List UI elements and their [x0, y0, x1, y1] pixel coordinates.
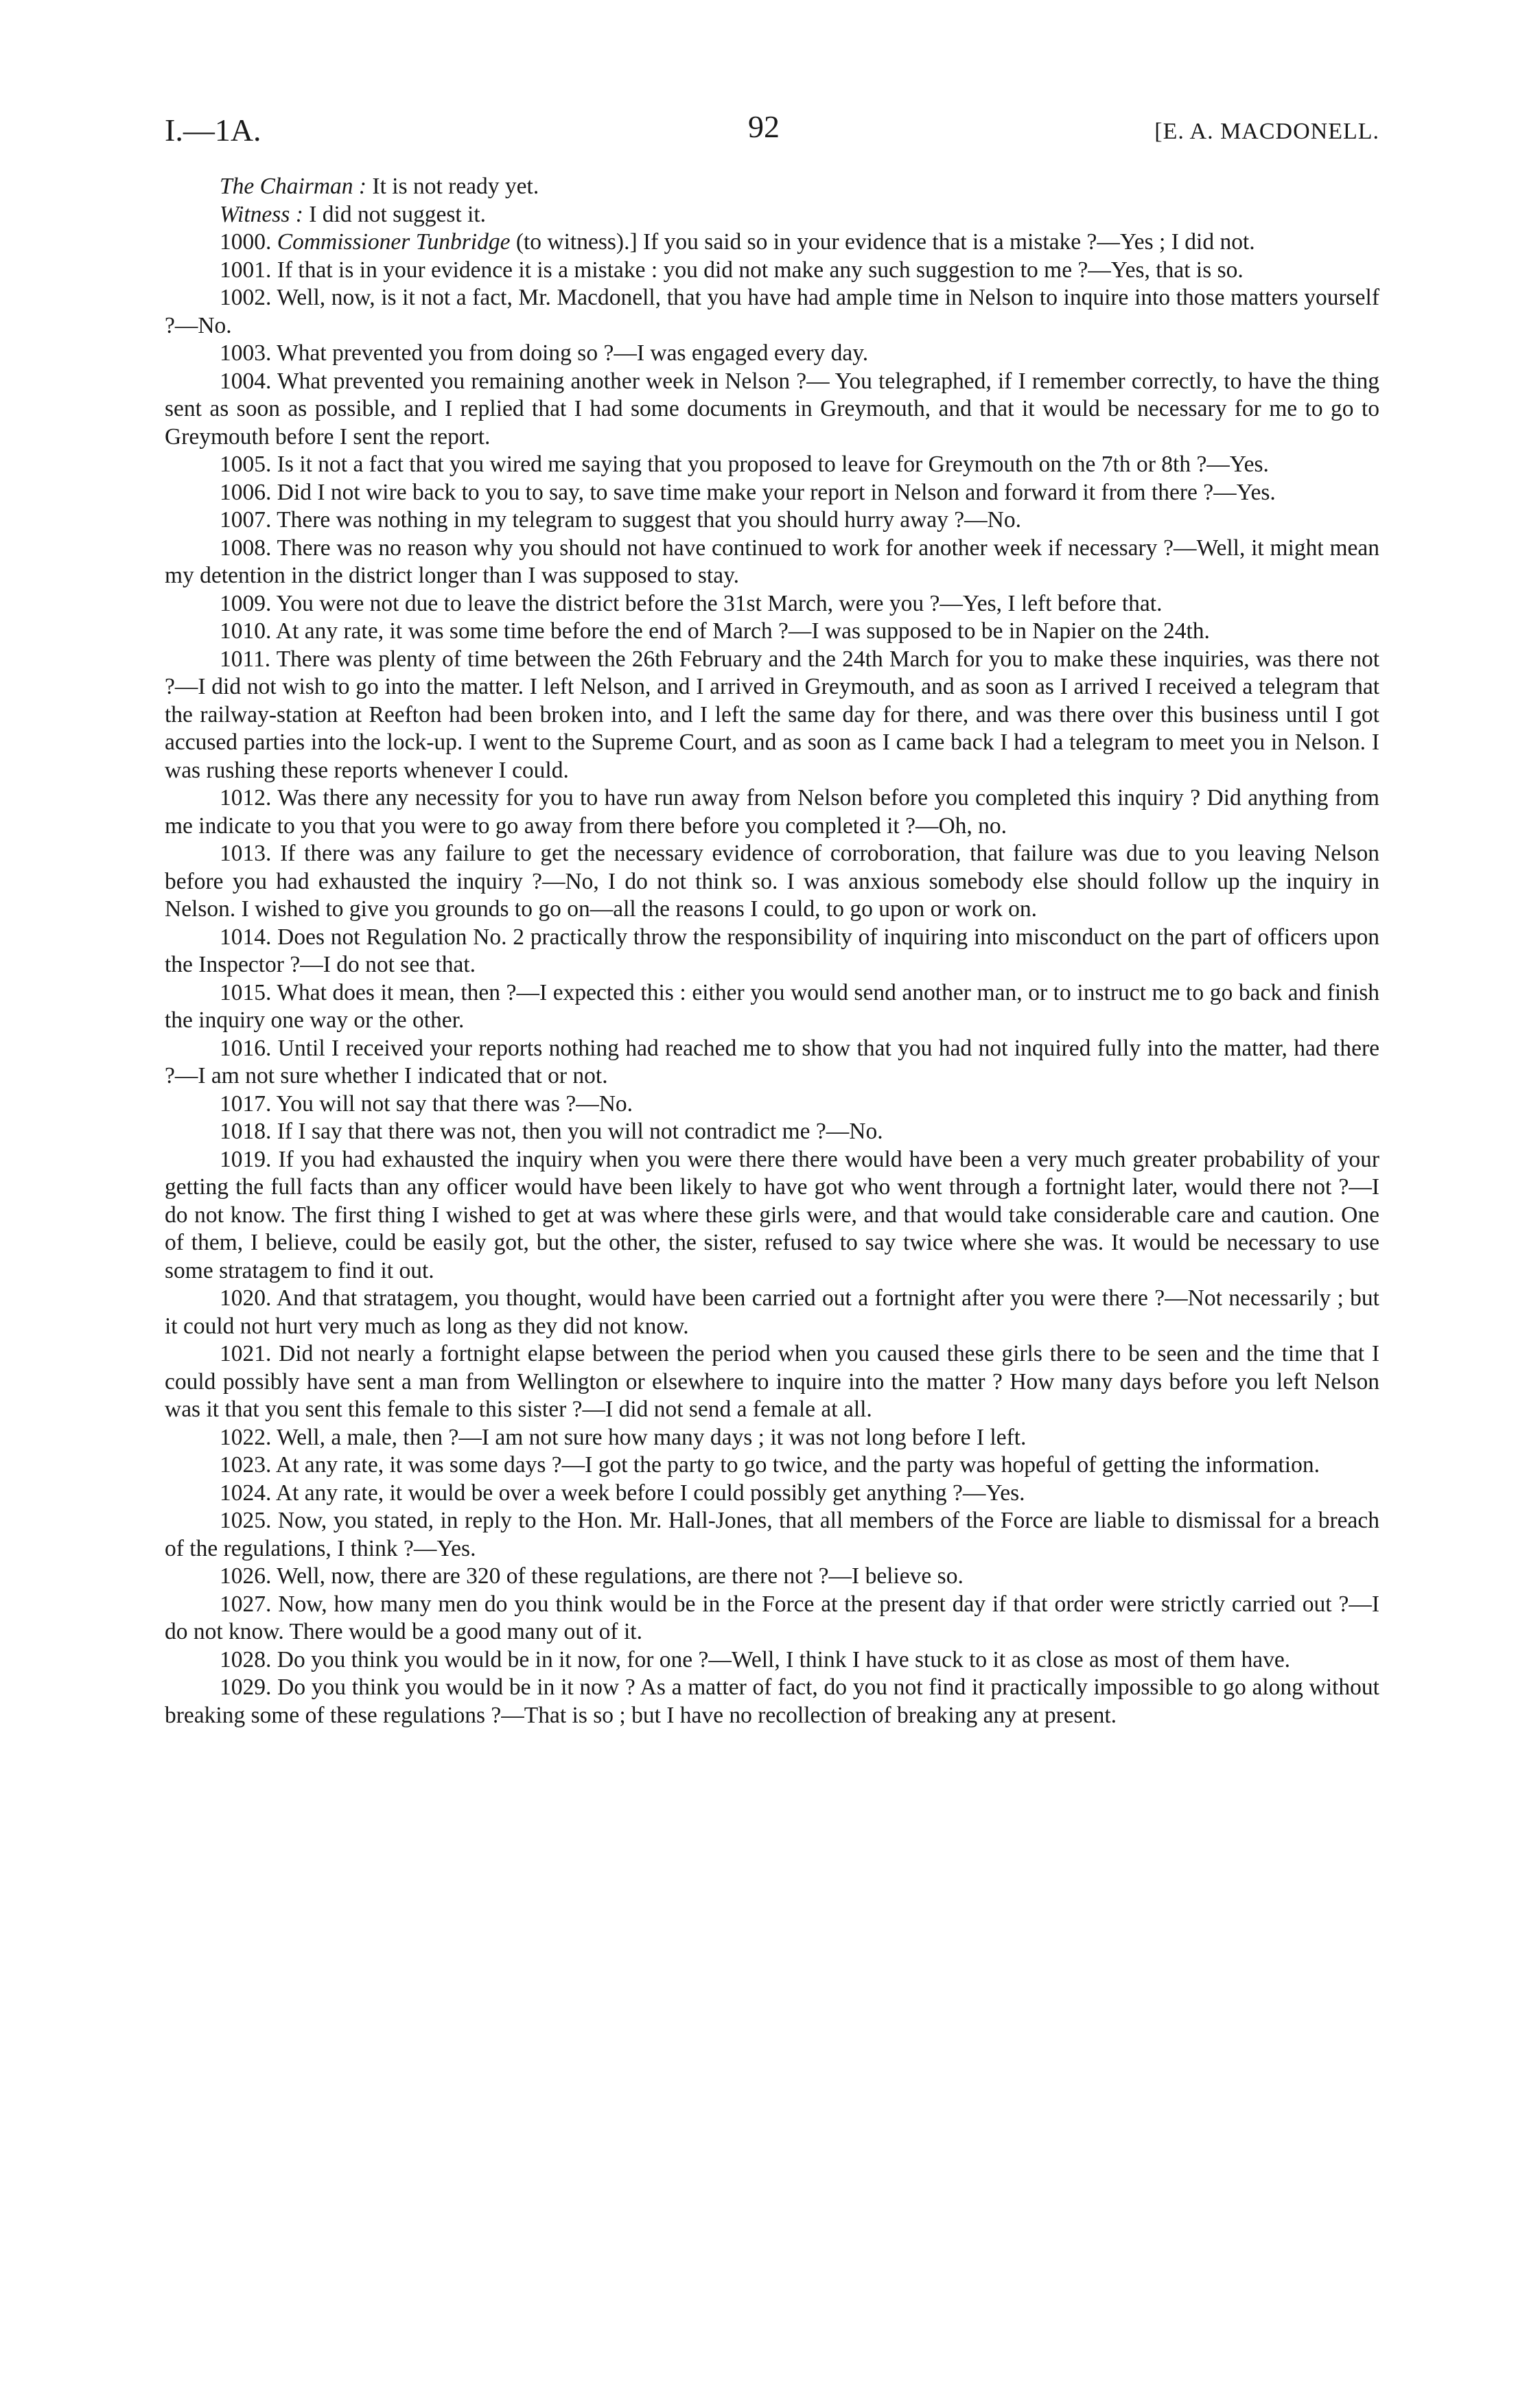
paragraph: 1002. Well, now, is it not a fact, Mr. Macdonell, that you have had ample time in Nelson to inquire into those matters yourself ?—No.: [165, 285, 1379, 338]
paragraph: 1015. What does it mean, then ?—I expected this : either you would send another man, or to instruct me to go back and finish the inquiry one way or the other.: [165, 979, 1379, 1033]
paragraph: 1029. Do you think you would be in it now ? As a matter of fact, do you not find it practically impossible to go along without breaking some of these regulations ?—That is so ; but I have no recollection of breaking any at present.: [165, 1675, 1379, 1728]
question-number: 1007.: [220, 507, 272, 533]
paragraph: 1001. If that is in your evidence it is a mistake : you did not make any such suggestion to me ?—Yes, that is so.: [220, 257, 1244, 283]
question-number: 1008.: [220, 535, 272, 561]
paragraph: 1025. Now, you stated, in reply to the Hon. Mr. Hall-Jones, that all members of the Force are liable to dismissal for a breach of the regulations, I think ?—Yes.: [165, 1508, 1379, 1561]
question-number: 1012.: [220, 785, 272, 810]
question-number: 1017.: [220, 1090, 272, 1117]
question-number: 1029.: [220, 1675, 272, 1700]
paragraph: 1017. You will not say that there was ?—No.: [220, 1090, 633, 1117]
paragraph: 1005. Is it not a fact that you wired me saying that you proposed to leave for Greymouth on the 7th or 8th ?—Yes.: [220, 452, 1269, 477]
question-number: 1023.: [220, 1452, 272, 1478]
question-number: 1013.: [220, 841, 272, 866]
question-number: 1021.: [220, 1341, 272, 1366]
paragraph: 1016. Until I received your reports nothing had reached me to show that you had not inquired fully into the matter, had there ?—I am not sure whether I indicated that or not.: [165, 1035, 1379, 1088]
document-page: [165, 103, 1379, 1729]
report-reference: I.—1A.: [165, 113, 261, 148]
paragraph: 1013. If there was any failure to get the necessary evidence of corroboration, that failure was due to you leaving Nelson before you had exhausted the inquiry ?—No, I do not think so. I was anxious somebody else should follow up the inquiry in Nelson. I wished to give you grounds to go on—all the reasons I could, to go upon or work on.: [165, 841, 1379, 922]
question-number: 1015.: [220, 979, 272, 1005]
speaker: Witness :: [220, 201, 303, 227]
question-number: 1011.: [220, 646, 271, 672]
question-number: 1022.: [220, 1424, 272, 1450]
question-number: 1010.: [220, 618, 272, 644]
page-number: 92: [748, 109, 780, 144]
paragraph: 1021. Did not nearly a fortnight elapse between the period when you caused these girls there to be seen and the time that I could possibly have sent a man from Wellington or elsewhere to inquire into the matter ? How many days before you left Nelson was it that you sent this female to this sister ?—I did not send a female at all.: [165, 1341, 1379, 1422]
paragraph: 1007. There was nothing in my telegram to suggest that you should hurry away ?—No.: [220, 507, 1021, 533]
speaker: Commissioner Tunbridge: [277, 229, 511, 255]
page-header: [165, 103, 1379, 158]
question-number: 1016.: [220, 1035, 272, 1061]
question-number: 1028.: [220, 1646, 272, 1672]
question-number: 1003.: [220, 340, 272, 366]
paragraph: 1020. And that stratagem, you thought, would have been carried out a fortnight after you were there ?—Not necessarily ; but it could not hurt very much as long as they did not know.: [165, 1285, 1379, 1339]
paragraph: 1006. Did I not wire back to you to say, to save time make your report in Nelson and forward it from there ?—Yes.: [220, 479, 1276, 505]
paragraph: 1011. There was plenty of time between the 26th February and the 24th March for you to make these inquiries, was there not ?—I did not wish to go into the matter. I left Nelson, and I arrived in Greymouth, and as soon as I arrived I received a telegram that the railway-station at Reefton had been broken into, and I left the same day for there, and was there over this business until I got accused parties into the lock-up. I went to the Supreme Court, and as soon as I came back I had a telegram to meet you in Nelson. I was rushing these reports whenever I could.: [165, 646, 1379, 783]
question-number: 1018.: [220, 1119, 272, 1144]
question-number: 1002.: [220, 285, 272, 310]
question-number: 1020.: [220, 1285, 272, 1311]
question-number: 1006.: [220, 479, 272, 505]
paragraph: 1023. At any rate, it was some days ?—I got the party to go twice, and the party was hopeful of getting the information.: [220, 1452, 1320, 1478]
question-number: 1005.: [220, 452, 272, 477]
paragraph: The Chairman : It is not ready yet.: [220, 174, 539, 199]
paragraph: 1014. Does not Regulation No. 2 practically throw the responsibility of inquiring into misconduct on the part of officers upon the Inspector ?—I do not see that.: [165, 924, 1379, 977]
paragraph: 1019. If you had exhausted the inquiry when you were there there would have been a very much greater probability of your getting the full facts than any officer would have been likely to have got who went through a fortnight later, would there not ?—I do not know. The first thing I wished to get at was where these girls were, and that would take considerable care and caution. One of them, I believe, could be easily got, but the other, the sister, refused to say twice where she was. It would be necessary to use some stratagem to find it out.: [165, 1146, 1379, 1283]
paragraph: 1022. Well, a male, then ?—I am not sure how many days ; it was not long before I left.: [220, 1424, 1027, 1450]
question-number: 1026.: [220, 1563, 272, 1589]
question-number: 1024.: [220, 1480, 272, 1506]
question-number: 1001.: [220, 257, 272, 283]
paragraph: 1028. Do you think you would be in it now, for one ?—Well, I think I have stuck to it as close as most of them have.: [220, 1646, 1291, 1672]
paragraph: 1012. Was there any necessity for you to have run away from Nelson before you completed this inquiry ? Did anything from me indicate to you that you were to go away from there before you completed it ?—Oh, no.: [165, 785, 1379, 839]
speaker: The Chairman :: [220, 174, 367, 199]
witness-name: [E. A. MACDONELL.: [1154, 119, 1379, 144]
paragraph: 1000. Commissioner Tunbridge (to witness).] If you said so in your evidence that is a mistake ?—Yes ; I did not.: [220, 229, 1255, 255]
question-number: 1004.: [220, 368, 272, 394]
paragraph: 1010. At any rate, it was some time before the end of March ?—I was supposed to be in Napier on the 24th.: [220, 618, 1210, 644]
paragraph: 1003. What prevented you from doing so ?—I was engaged every day.: [220, 340, 869, 366]
paragraph: 1026. Well, now, there are 320 of these regulations, are there not ?—I believe so.: [220, 1563, 964, 1589]
testimony-body: [165, 173, 1379, 1729]
paragraph: Witness : I did not suggest it.: [220, 201, 487, 227]
question-number: 1009.: [220, 590, 272, 616]
question-number: 1025.: [220, 1508, 272, 1533]
paragraph: 1027. Now, how many men do you think would be in the Force at the present day if that order were strictly carried out ?—I do not know. There would be a good many out of it.: [165, 1591, 1379, 1644]
paragraph: 1008. There was no reason why you should not have continued to work for another week if necessary ?—Well, it might mean my detention in the district longer than I was supposed to stay.: [165, 535, 1379, 588]
paragraph: 1024. At any rate, it would be over a week before I could possibly get anything ?—Yes.: [220, 1480, 1025, 1506]
question-number: 1027.: [220, 1591, 272, 1617]
question-number: 1000.: [220, 229, 272, 255]
paragraph: 1004. What prevented you remaining another week in Nelson ?— You telegraphed, if I remember correctly, to have the thing sent as soon as possible, and I replied that I had some documents in Greymouth, and that it would be necessary for me to go to Greymouth before I sent the report.: [165, 368, 1379, 450]
paragraph: 1018. If I say that there was not, then you will not contradict me ?—No.: [220, 1119, 883, 1144]
question-number: 1014.: [220, 924, 272, 950]
paragraph: 1009. You were not due to leave the district before the 31st March, were you ?—Yes, I left before that.: [220, 590, 1163, 616]
question-number: 1019.: [220, 1146, 272, 1172]
